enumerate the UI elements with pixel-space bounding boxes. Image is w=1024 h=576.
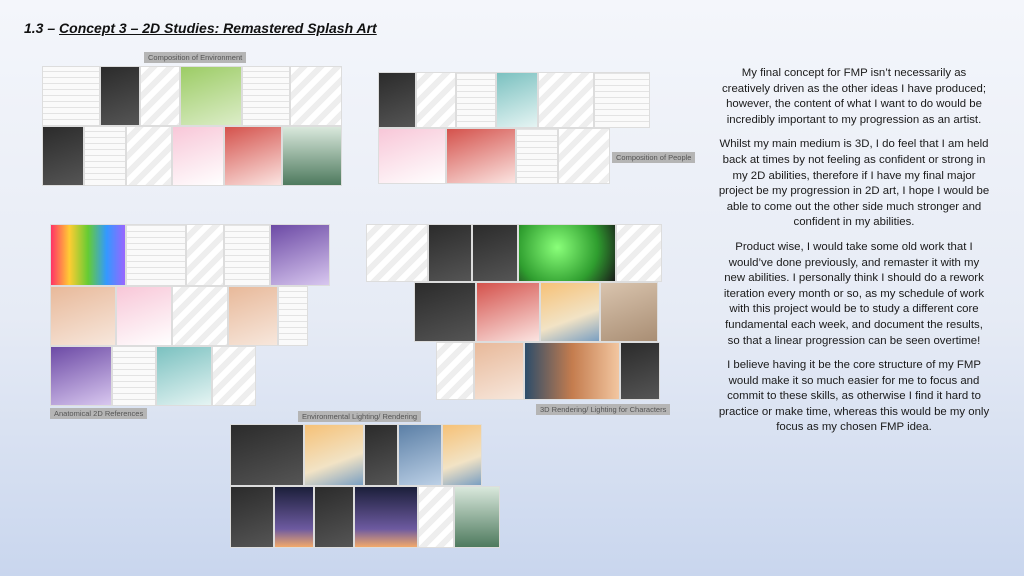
reference-image — [50, 286, 116, 346]
reference-image — [474, 342, 524, 400]
title-text: Concept 3 – 2D Studies: Remastered Splash Art — [59, 20, 377, 36]
reference-image — [620, 342, 660, 400]
reference-image — [366, 224, 428, 282]
reference-image — [212, 346, 256, 406]
reference-image — [304, 424, 364, 486]
reference-image — [270, 224, 330, 286]
reference-image — [600, 282, 658, 342]
reference-image — [558, 128, 610, 184]
slide-title — [24, 20, 377, 36]
reference-image — [436, 342, 474, 400]
reference-image — [524, 342, 620, 400]
reference-image — [418, 486, 454, 548]
paragraph: Product wise, I would take some old work that I would’ve done previously, and remaster it with my new abilities. I personally think I should do a rework iteration every month or so, as my schedule of work with this project would be to study a different core fundamental each week, and document the results, so that a linear progression can be seen overtime! — [723, 240, 985, 347]
board-label-environment-lighting: Environmental Lighting/ Rendering — [298, 411, 421, 422]
reference-image — [282, 126, 342, 186]
reference-image — [454, 486, 500, 548]
reference-image — [42, 126, 84, 186]
reference-image — [140, 66, 180, 126]
reference-image — [516, 128, 558, 184]
reference-image — [180, 66, 242, 126]
reference-image — [242, 66, 290, 126]
reference-image — [442, 424, 482, 486]
reference-image — [116, 286, 172, 346]
title-number: 1.3 – — [24, 20, 60, 36]
reference-image — [446, 128, 516, 184]
reference-image — [476, 282, 540, 342]
reference-image — [224, 224, 270, 286]
reference-image — [126, 126, 172, 186]
reference-image — [172, 286, 228, 346]
reference-image — [540, 282, 600, 342]
reference-image — [538, 72, 594, 128]
reference-image — [278, 286, 308, 346]
reference-image — [274, 486, 314, 548]
reference-image — [50, 224, 126, 286]
paragraph: I believe having it be the core structure of my FMP would make it so much easier for me to focus and commit to these skills, as otherwise I find it hard to practice or make time, whereas this would be my only focus as my chosen FMP idea. — [718, 359, 990, 434]
reference-image — [472, 224, 518, 282]
paragraph: My final concept for FMP isn’t necessarily as creatively driven as the other ideas I have produced; however, the content of what I want to do would be incredibly important to my progression as an artist. — [721, 67, 987, 126]
reference-image — [156, 346, 212, 406]
reference-image — [50, 346, 112, 406]
board-label-environment: Composition of Environment — [144, 52, 246, 63]
reference-image — [398, 424, 442, 486]
reference-image — [518, 224, 616, 282]
reference-image — [456, 72, 496, 128]
reference-image — [414, 282, 476, 342]
reference-image — [354, 486, 418, 548]
reference-image — [290, 66, 342, 126]
reference-image — [314, 486, 354, 548]
reference-image — [230, 486, 274, 548]
reference-image — [224, 126, 282, 186]
board-label-people: Composition of People — [612, 152, 695, 163]
reference-image — [428, 224, 472, 282]
reference-image — [230, 424, 304, 486]
board-label-anatomy: Anatomical 2D References — [50, 408, 147, 419]
reference-image — [616, 224, 662, 282]
reference-image — [228, 286, 278, 346]
reference-image — [172, 126, 224, 186]
reference-image — [84, 126, 126, 186]
reference-image — [126, 224, 186, 286]
reference-image — [112, 346, 156, 406]
reference-image — [364, 424, 398, 486]
reference-image — [42, 66, 100, 126]
reference-image — [186, 224, 224, 286]
reference-image — [416, 72, 456, 128]
reference-image — [100, 66, 140, 126]
reference-image — [594, 72, 650, 128]
reference-image — [378, 72, 416, 128]
concept-description — [718, 66, 990, 445]
board-label-character-rendering: 3D Rendering/ Lighting for Characters — [536, 404, 670, 415]
reference-image — [378, 128, 446, 184]
reference-image — [496, 72, 538, 128]
paragraph: Whilst my main medium is 3D, I do feel that I am held back at times by not feeling as confident or strong in my 2D abilities, therefore if I have my final major project be my progression in 2D art, I hope I would be able to come out the other side much stronger and confident in my abilities. — [718, 138, 990, 229]
